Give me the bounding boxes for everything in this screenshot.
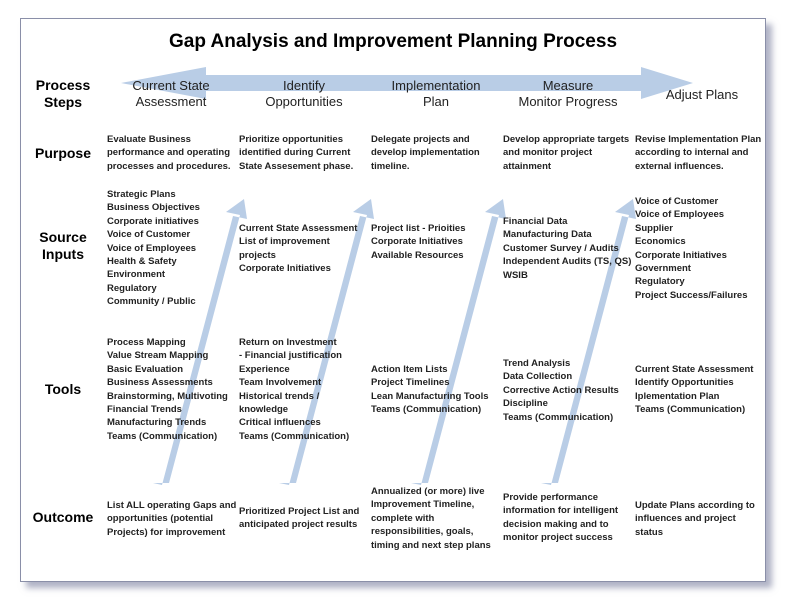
cell-line: Government bbox=[635, 263, 691, 275]
source-inputs-cell-5 bbox=[635, 195, 747, 302]
cell-line: information for intelligent bbox=[503, 505, 619, 517]
row-label-purpose bbox=[23, 145, 103, 162]
cell-line: Value Stream Mapping bbox=[107, 350, 209, 362]
cell-line: Health & Safety bbox=[107, 256, 177, 268]
row-label-source-inputs bbox=[23, 229, 103, 263]
cell-line: Regulatory bbox=[635, 276, 685, 288]
cell-line: timing and next step plans bbox=[371, 539, 491, 551]
cell-line: Teams (Communication) bbox=[371, 404, 482, 416]
cell-line: Teams (Communication) bbox=[239, 430, 350, 442]
cell-line: Brainstorming, Multivoting bbox=[107, 390, 228, 402]
cell-line: Voice of Employees bbox=[107, 242, 197, 254]
cell-line: responsibilities, goals, bbox=[371, 526, 474, 538]
cell-line: and monitor project bbox=[503, 147, 593, 159]
cell-line: Business Objectives bbox=[107, 202, 200, 214]
cell-line: Improvement Timeline, bbox=[371, 499, 475, 511]
outcome-cell-2 bbox=[239, 505, 359, 532]
cell-line: Corporate Initiatives bbox=[239, 263, 331, 275]
tools-cell-4 bbox=[503, 357, 619, 424]
row-label-line: Process bbox=[35, 77, 91, 93]
cell-line: attainment bbox=[503, 160, 552, 172]
cell-line: Independent Audits (TS, QS) bbox=[503, 256, 632, 268]
source-inputs-cell-1 bbox=[107, 188, 200, 309]
step-label-line: Assessment bbox=[135, 94, 207, 109]
cell-line: Available Resources bbox=[371, 249, 464, 261]
cell-line: Manufacturing Data bbox=[503, 229, 592, 241]
cell-line: Current State Assessment bbox=[239, 223, 358, 234]
cell-line: Environment bbox=[107, 269, 166, 281]
outcome-cell-3 bbox=[371, 485, 491, 552]
cell-line: opportunities (potential bbox=[107, 513, 214, 525]
step-label-line: Opportunities bbox=[265, 94, 343, 109]
purpose-cell-1 bbox=[107, 133, 231, 173]
cell-line: Data Collection bbox=[503, 371, 573, 383]
cell-line: Economics bbox=[635, 236, 686, 248]
step-adjust-plans bbox=[641, 87, 763, 103]
tools-cell-1 bbox=[107, 336, 228, 443]
outcome-cell-4 bbox=[503, 491, 618, 545]
step-label-line: Identify bbox=[283, 78, 325, 93]
cell-line: Teams (Communication) bbox=[503, 411, 614, 423]
cell-line: List ALL operating Gaps and bbox=[107, 500, 237, 511]
cell-line: Trend Analysis bbox=[503, 358, 571, 369]
cell-line: Regulatory bbox=[107, 282, 157, 294]
cell-line: anticipated project results bbox=[239, 519, 358, 531]
cell-line: Project Timelines bbox=[371, 377, 450, 389]
cell-line: status bbox=[635, 526, 663, 538]
cell-line: Annualized (or more) live bbox=[371, 486, 485, 497]
cell-line: Supplier bbox=[635, 222, 674, 234]
cell-line: Delegate projects and bbox=[371, 134, 470, 145]
cell-line: Teams (Communication) bbox=[635, 404, 746, 416]
cell-line: Provide performance bbox=[503, 492, 599, 503]
cell-line: projects bbox=[239, 249, 276, 261]
step-current-state-assessment bbox=[111, 78, 231, 110]
cell-line: Current State Assessment bbox=[635, 364, 754, 375]
cell-line: Discipline bbox=[503, 398, 548, 410]
purpose-cell-4 bbox=[503, 133, 629, 173]
row-label-tools bbox=[23, 381, 103, 398]
cell-line: Prioritize opportunities bbox=[239, 134, 343, 145]
outcome-cell-1 bbox=[107, 499, 236, 539]
row-label-line: Outcome bbox=[32, 509, 94, 525]
purpose-cell-5 bbox=[635, 133, 761, 173]
cell-line: Financial Data bbox=[503, 216, 568, 227]
cell-line: Financial Trends bbox=[107, 404, 182, 416]
cell-line: according to internal and bbox=[635, 147, 749, 159]
source-inputs-cell-3 bbox=[371, 222, 466, 262]
cell-line: Evaluate Business bbox=[107, 134, 191, 145]
cell-line: complete with bbox=[371, 512, 435, 524]
step-label-line: Adjust Plans bbox=[665, 87, 739, 102]
cell-line: Lean Manufacturing Tools bbox=[371, 390, 489, 402]
tools-cell-5 bbox=[635, 363, 753, 417]
cell-line: Corporate initiatives bbox=[107, 215, 199, 227]
cell-line: List of improvement bbox=[239, 236, 330, 248]
cell-line: external influences. bbox=[635, 160, 724, 172]
outcome-cell-5 bbox=[635, 499, 755, 539]
row-label-line: Source bbox=[39, 229, 87, 245]
cell-line: Corrective Action Results bbox=[503, 384, 619, 396]
cell-line: Critical influences bbox=[239, 417, 321, 429]
cell-line: Business Assessments bbox=[107, 377, 213, 389]
cell-line: WSIB bbox=[503, 269, 528, 281]
row-label-line: Steps bbox=[43, 94, 83, 110]
cell-line: processes and procedures. bbox=[107, 160, 231, 172]
cell-line: Experience bbox=[239, 363, 290, 375]
cell-line: Identify Opportunities bbox=[635, 377, 734, 389]
step-implementation-plan bbox=[376, 78, 496, 110]
row-label-outcome bbox=[23, 509, 103, 526]
source-inputs-cell-2 bbox=[239, 222, 357, 276]
cell-line: Voice of Employees bbox=[635, 209, 725, 221]
diagram-title: Gap Analysis and Improvement Planning Process bbox=[168, 31, 618, 52]
purpose-cell-3 bbox=[371, 133, 480, 173]
cell-line: Voice of Customer bbox=[635, 196, 719, 207]
row-label-process-steps bbox=[23, 77, 103, 111]
cell-line: identified during Current bbox=[239, 147, 351, 159]
step-identify-opportunities bbox=[239, 78, 369, 110]
tools-cell-3 bbox=[371, 363, 489, 417]
cell-line: Update Plans according to bbox=[635, 500, 755, 511]
cell-line: Prioritized Project List and bbox=[239, 506, 360, 517]
cell-line: State Assesement phase. bbox=[239, 160, 354, 172]
cell-line: Customer Survey / Audits bbox=[503, 242, 619, 254]
cell-line: Action Item Lists bbox=[371, 364, 448, 375]
cell-line: develop implementation bbox=[371, 147, 480, 159]
purpose-cell-2 bbox=[239, 133, 353, 173]
cell-line: Iplementation Plan bbox=[635, 390, 720, 402]
diagram-frame bbox=[20, 18, 766, 582]
cell-line: knowledge bbox=[239, 404, 289, 416]
step-measure-monitor-progress bbox=[503, 78, 633, 110]
cell-line: Corporate Initiatives bbox=[635, 249, 727, 261]
cell-line: - Financial justification bbox=[239, 350, 342, 362]
cell-line: decision making and to bbox=[503, 518, 609, 530]
cell-line: Projects) for improvement bbox=[107, 526, 226, 538]
cell-line: Project list - Prioities bbox=[371, 223, 466, 234]
cell-line: Historical trends / bbox=[239, 390, 320, 402]
step-label-line: Implementation bbox=[391, 78, 481, 93]
step-label-line: Monitor Progress bbox=[518, 94, 618, 109]
cell-line: influences and project bbox=[635, 513, 736, 525]
cell-line: Teams (Communication) bbox=[107, 430, 218, 442]
cell-line: Manufacturing Trends bbox=[107, 417, 207, 429]
row-label-line: Purpose bbox=[34, 145, 91, 161]
cell-line: Corporate Initiatives bbox=[371, 236, 463, 248]
cell-line: Revise Implementation Plan bbox=[635, 134, 762, 145]
cell-line: Voice of Customer bbox=[107, 229, 191, 241]
cell-line: Develop appropriate targets bbox=[503, 134, 630, 145]
cell-line: performance and operating bbox=[107, 147, 230, 159]
cell-line: Community / Public bbox=[107, 296, 196, 308]
cell-line: Basic Evaluation bbox=[107, 363, 184, 375]
source-inputs-cell-4 bbox=[503, 215, 631, 282]
cell-line: monitor project success bbox=[503, 532, 613, 544]
cell-line: timeline. bbox=[371, 160, 410, 172]
tools-cell-2 bbox=[239, 336, 349, 443]
cell-line: Return on Investment bbox=[239, 337, 337, 348]
step-label-line: Current State bbox=[132, 78, 210, 93]
step-label-line: Measure bbox=[542, 78, 594, 93]
cell-line: Process Mapping bbox=[107, 337, 186, 348]
row-label-line: Tools bbox=[44, 381, 82, 397]
cell-line: Team Involvement bbox=[239, 377, 322, 389]
step-label-line: Plan bbox=[422, 94, 450, 109]
cell-line: Project Success/Failures bbox=[635, 289, 748, 301]
cell-line: Strategic Plans bbox=[107, 189, 176, 200]
row-label-line: Inputs bbox=[42, 246, 84, 262]
